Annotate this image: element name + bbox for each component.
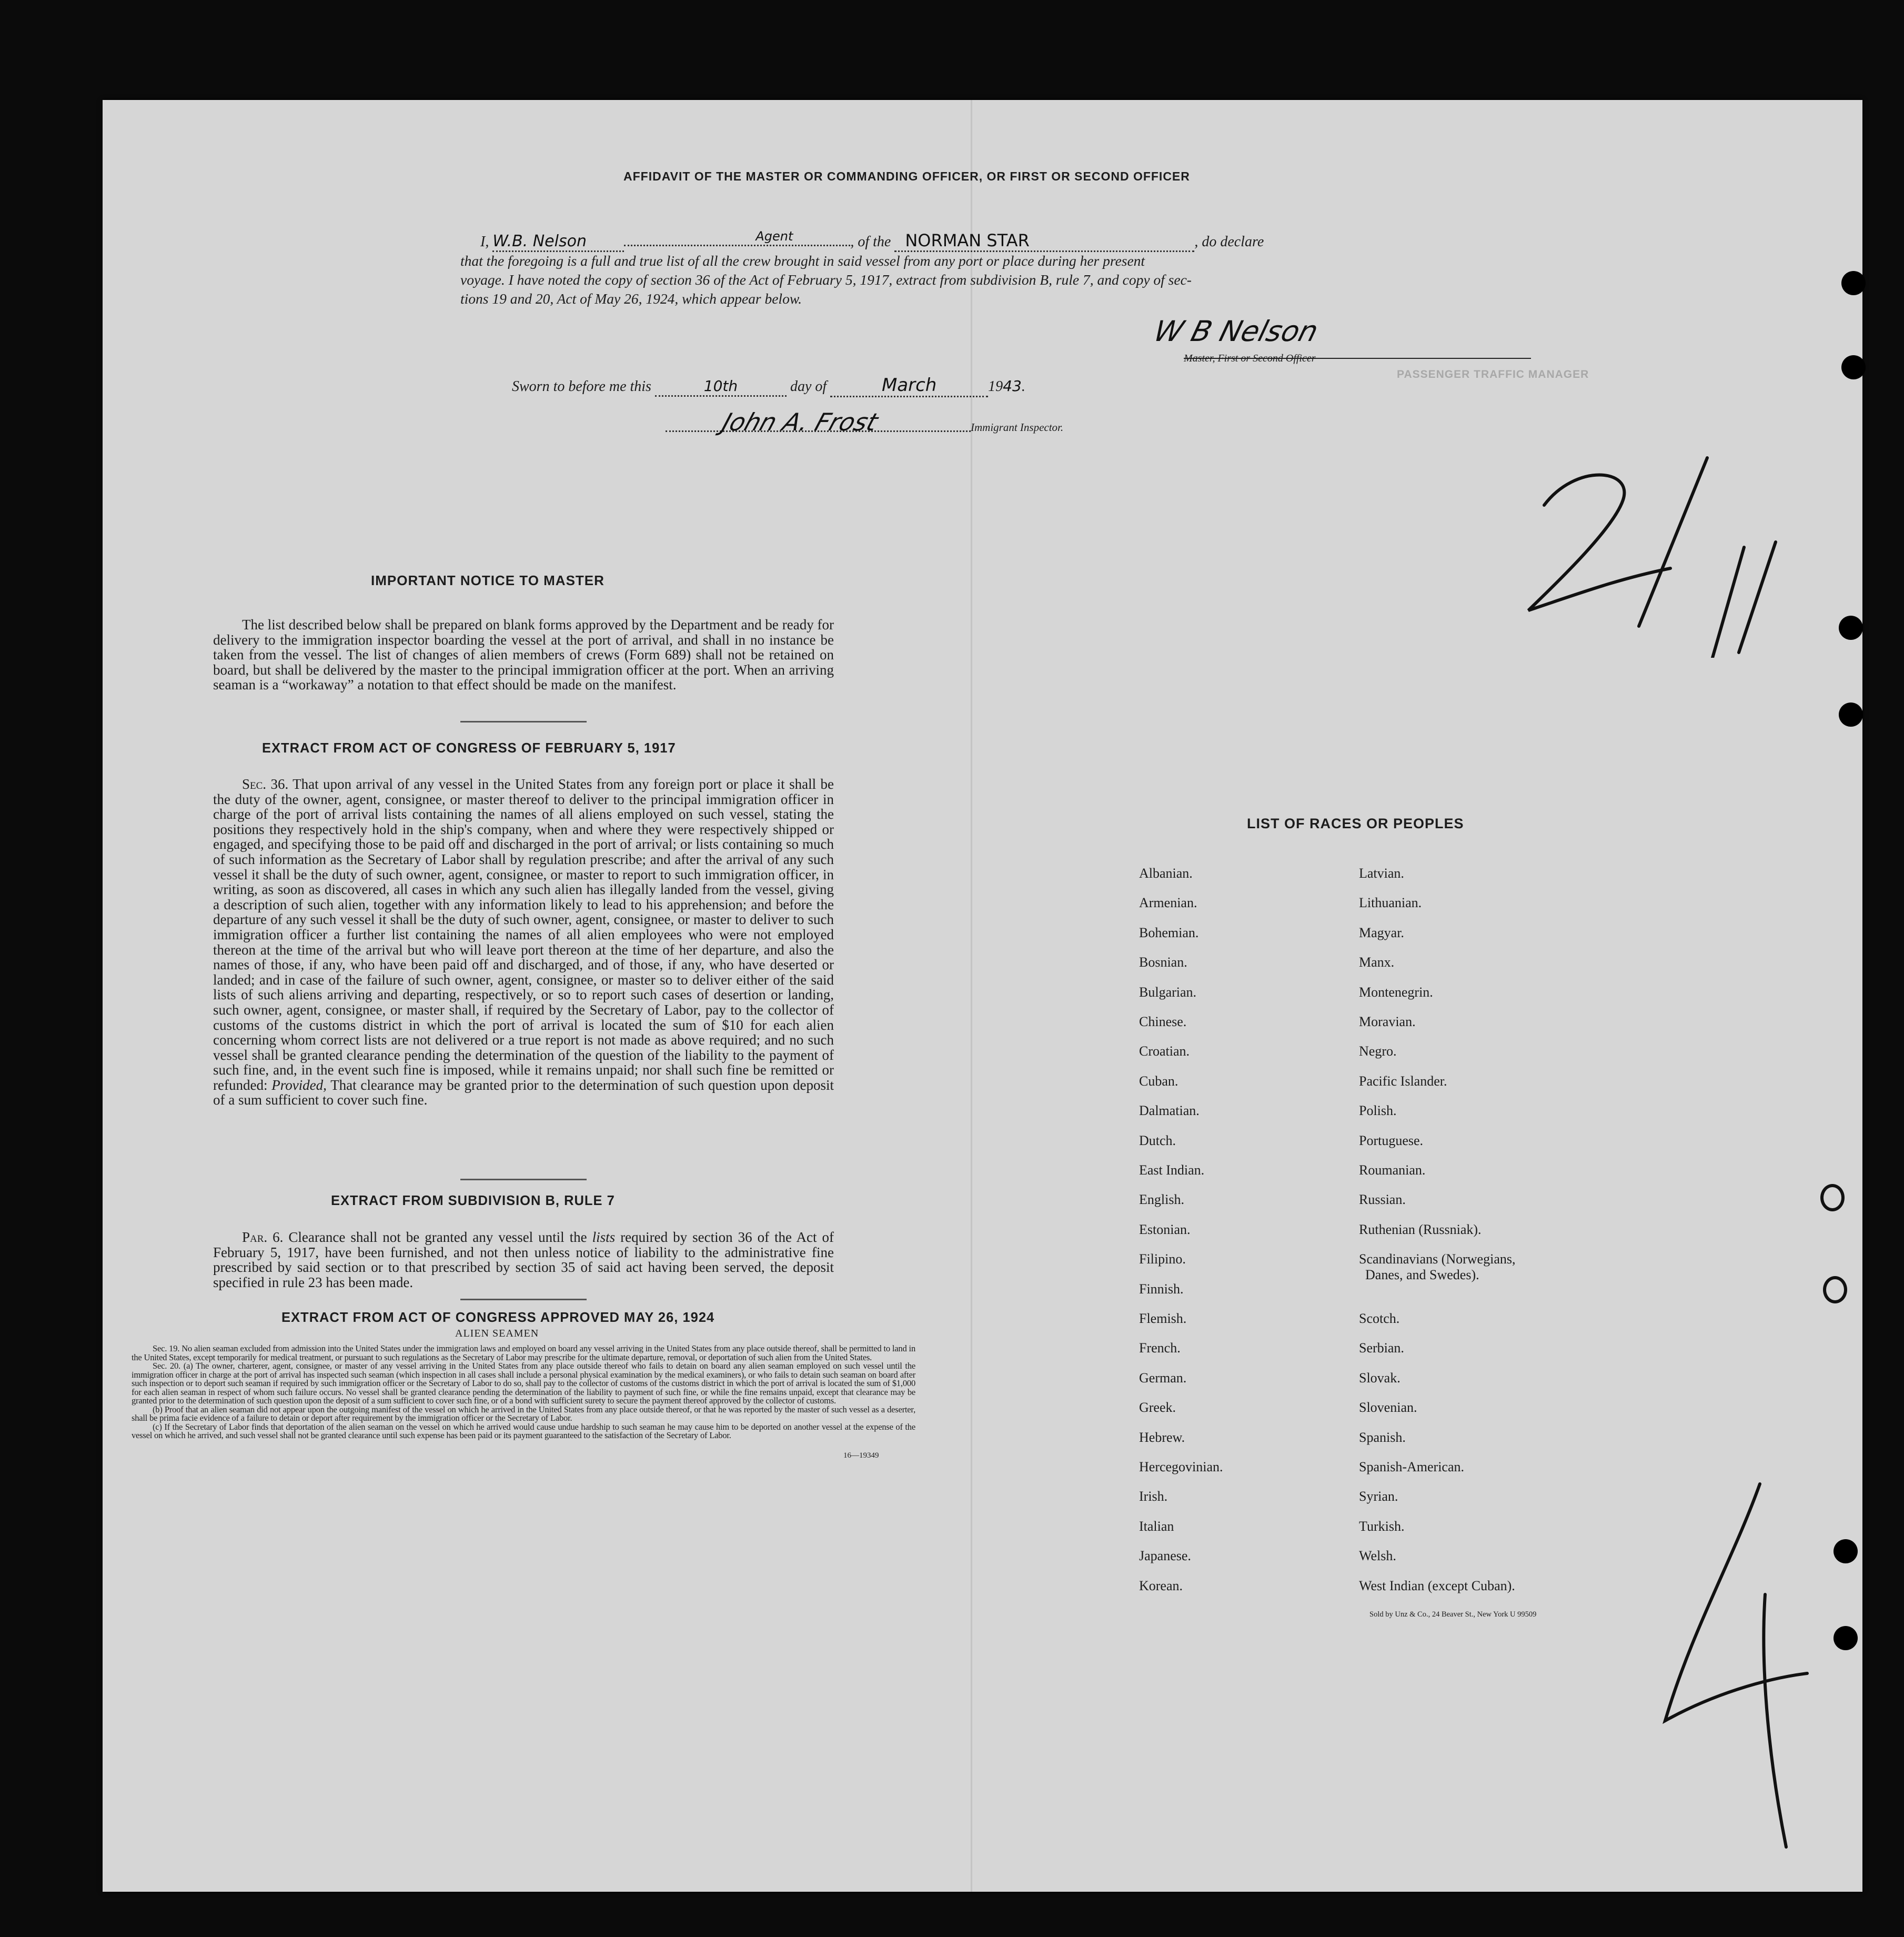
struck-officer-title: Master, First or Second Officer: [1184, 353, 1316, 364]
race-right-item: Slovenian.: [1359, 1400, 1417, 1416]
affidavit-line-1: I, W.B. Nelson Agent , of the NORMAN STAR , do declare: [480, 230, 1564, 252]
race-right-item: Turkish.: [1359, 1518, 1405, 1534]
race-right-item: Danes, and Swedes).: [1365, 1267, 1479, 1283]
race-right-item: Roumanian.: [1359, 1162, 1426, 1178]
par6-label: Par. 6.: [242, 1229, 284, 1245]
alien-seamen-subtitle: ALIEN SEAMEN: [455, 1328, 539, 1339]
extract-1917-body: [213, 777, 834, 1108]
notice-title: IMPORTANT NOTICE TO MASTER: [371, 573, 605, 588]
race-right-item: Montenegrin.: [1359, 984, 1433, 1000]
extract-1917-title: EXTRACT FROM ACT OF CONGRESS OF FEBRUARY 5, 1917: [262, 741, 676, 756]
sworn-month: March: [881, 375, 937, 396]
sec36-text: That upon arrival of any vessel in the United States from any foreign port or place it shall be the duty of the owner, agent, consignee, or master thereof to deliver to the principal immigration officer in charge of the port of arrival lists containing the names of all aliens employed on such vessel, stating the positions they respectively hold in the ship's company, when and where they were respectively shipped or engaged, and specifying those to be paid off and discharged in the port of arrival; or lists containing so much of such information as the Secretary of Labor shall by regulation prescribe; and after the arrival of any such vessel it shall be the duty of such owner, agent, consignee, or master to report to such immigration officer, in writing, as soon as discovered, all cases in which any such alien has illegally landed from the vessel, giving a description of such alien, together with any information likely to lead to his apprehension; and before the departure of any such vessel it shall be the duty of such owner, agent, consignee, or master to deliver to such immigration officer a further list containing the names of all alien employees who were not employed thereon at the time of the arrival but who will leave port thereon at the time of her departure, and also the names of those, if any, who have been paid off and discharged, and of those, if any, who have deserted or landed; and in case of the failure of such owner, agent, consignee, or master so to deliver either of the said lists of such aliens arriving and departing, respectively, or so to report such cases of desertion or landing, such owner, agent, consignee, or master shall, if required by the Secretary of Labor, pay to the collector of customs of the customs district in which the port of arrival is located the sum of $10 for each alien concerning whom correct lists are not delivered or a true report is not made as above required; and no such vessel shall be granted clearance pending the determination of the question of the liability to the payment of such fine, and, in the event such fine is imposed, while it remains unpaid; nor shall such fine be remitted or refunded:: [213, 776, 834, 1093]
race-left-item: Bosnian.: [1139, 955, 1187, 970]
race-left-item: Dalmatian.: [1139, 1103, 1200, 1119]
extract-rule7-title: EXTRACT FROM SUBDIVISION B, RULE 7: [331, 1193, 615, 1208]
race-left-item: Bulgarian.: [1139, 984, 1197, 1000]
sworn-line: Sworn to before me this 10th day of March 1943.: [512, 375, 1025, 397]
race-left-item: Armenian.: [1139, 895, 1197, 911]
race-left-item: Cuban.: [1139, 1073, 1178, 1089]
race-right-item: Welsh.: [1359, 1548, 1396, 1564]
race-left-item: Japanese.: [1139, 1548, 1191, 1564]
affidavit-line-3: voyage. I have noted the copy of section 36 of the Act of February 5, 1917, extract from subdivision B, rule 7, and copy of sec-: [460, 272, 1192, 288]
sworn-mid: day of: [790, 378, 827, 395]
par6-italic: lists: [592, 1229, 616, 1245]
race-right-item: Moravian.: [1359, 1014, 1416, 1029]
of-the-label: of the: [858, 234, 891, 250]
race-right-item: Spanish-American.: [1359, 1459, 1465, 1474]
race-left-item: Albanian.: [1139, 866, 1193, 881]
proviso-text: That clearance may be granted prior to the determination of such question upon deposit of a sum sufficient to cover such fine.: [213, 1077, 834, 1108]
races-title: LIST OF RACES OR PEOPLES: [1247, 816, 1464, 831]
race-left-item: Bohemian.: [1139, 925, 1199, 940]
race-left-item: Hebrew.: [1139, 1429, 1185, 1445]
form-number: 16—19349: [843, 1451, 879, 1460]
sworn-day: 10th: [703, 377, 738, 395]
race-left-item: Irish.: [1139, 1489, 1168, 1504]
punch-hole: [1841, 271, 1866, 295]
race-right-item: Portuguese.: [1359, 1132, 1424, 1148]
race-right-item: Slovak.: [1359, 1370, 1401, 1386]
do-declare-label: do declare: [1202, 234, 1264, 250]
punch-hole: [1839, 702, 1863, 727]
sec19-text: Sec. 19. No alien seaman excluded from admission into the United States under the immigration laws and employed on board any vessel arriving in the United States from any place outside thereof, shall be permitted to land in the United States, except temporarily for medical treatment, or pursuant to such regulations as the Secretary of Labor may prescribe for the ultimate departure, removal, or deportation of such alien from the United States.: [132, 1343, 915, 1362]
punch-hole: [1834, 1539, 1858, 1563]
race-left-item: German.: [1139, 1370, 1187, 1386]
master-name: W.B. Nelson: [492, 232, 587, 250]
sec36-label: Sec. 36.: [242, 776, 289, 792]
race-right-item: Spanish.: [1359, 1429, 1406, 1445]
race-left-item: Hercegovinian.: [1139, 1459, 1223, 1474]
affidavit-pre-name: I,: [480, 234, 489, 250]
officer-signature: W B Nelson: [1150, 315, 1322, 348]
sworn-year-prefix: 19: [988, 378, 1003, 395]
inspector-signature: John A. Frost: [719, 408, 882, 436]
sec20a-text: Sec. 20. (a) The owner, charterer, agent, consignee, or master of any vessel arriving in the United States from any place outside thereof who fails to detain on board any alien seaman employed on such vessel until the immigration officer in charge at the port of arrival has inspected such seaman (which inspection in all cases shall include a personal physical examination by the medical examiners), or who fails to detain such seaman on board after such inspection or to deport such seaman if required by such immigration officer or the Secretary of Labor to do so, shall pay to the collector of customs of the customs district in which the port of arrival is located the sum of $1,000 for each alien seaman in respect of whom such failure occurs. No vessel shall be granted clearance pending the determination of the liability to payment of such fine, or while the fine remains unpaid, except that clearance may be granted prior to the determination of such question upon the deposit of a sum sufficient to cover such fine, or of a bond with sufficient surety to secure the payment thereof approved by the collector of customs.: [132, 1361, 915, 1406]
notice-body: The list described below shall be prepared on blank forms approved by the Department and be ready for delivery to the immigration inspector boarding the vessel at the port of arrival, and shall in no instance be taken from the vessel. The list of changes of alien members of crews (Form 689) shall not be retained on board, but shall be delivered by the master to the principal immigration officer at the port. When an arriving seaman is a “workaway” a notation to that effect should be made on the manifest.: [213, 617, 834, 693]
sec20c-text: (c) If the Secretary of Labor finds that deportation of the alien seaman on the vessel on which he arrived would cause undue hardship to such seaman he may cause him to be deported on another vessel at the expense of the vessel on which he arrived, and such vessel shall not be granted clearance until such expense has been paid or its payment guaranteed to the satisfaction of the Secretary of Labor.: [132, 1421, 915, 1440]
vessel-name: NORMAN STAR: [905, 230, 1030, 250]
par6-text-a: Clearance shall not be granted any vessel until the: [288, 1229, 587, 1245]
document-page: [103, 100, 1862, 1892]
race-right-item: Lithuanian.: [1359, 895, 1422, 911]
race-right-item: Negro.: [1359, 1043, 1397, 1059]
race-left-item: Estonian.: [1139, 1221, 1191, 1237]
affidavit-title: AFFIDAVIT OF THE MASTER OR COMMANDING OFFICER, OR FIRST OR SECOND OFFICER: [623, 169, 1190, 183]
manager-stamp: PASSENGER TRAFFIC MANAGER: [1397, 368, 1589, 380]
race-left-item: Dutch.: [1139, 1132, 1176, 1148]
race-right-item: Polish.: [1359, 1103, 1397, 1119]
printer-imprint: Sold by Unz & Co., 24 Beaver St., New York U 99509: [1369, 1610, 1537, 1619]
page-reference-annotation: [1513, 437, 1797, 658]
extract-rule7-body: [213, 1230, 834, 1290]
sec20b-text: (b) Proof that an alien seaman did not appear upon the outgoing manifest of the vessel on which he arrived in the United States from any place outside thereof, or that he was reported by the master of such vessel as a deserter, shall be prima facie evidence of a failure to detain or deport after requirement by the immigration officer or the Secretary of Labor.: [132, 1404, 915, 1423]
extract-1924-title: EXTRACT FROM ACT OF CONGRESS APPROVED MAY 26, 1924: [281, 1310, 715, 1325]
race-right-item: Magyar.: [1359, 925, 1404, 940]
punch-hole: [1841, 355, 1866, 379]
sworn-pre: Sworn to before me this: [512, 378, 651, 395]
reinforced-hole: [1823, 1276, 1847, 1303]
proviso-label: Provided,: [271, 1077, 327, 1093]
race-right-item: Syrian.: [1359, 1489, 1398, 1504]
page-ref-handwriting: [1513, 437, 1797, 658]
race-left-item: Croatian.: [1139, 1043, 1190, 1059]
race-right-item: Ruthenian (Russniak).: [1359, 1221, 1482, 1237]
race-right-item: Pacific Islander.: [1359, 1073, 1447, 1089]
punch-hole: [1839, 616, 1863, 640]
extract-1924-body: [132, 1344, 915, 1440]
par6-text-b: required by section 36 of the Act of February 5, 1917, have been furnished, and not then unless notice of liability to the administrative fine prescribed by said section or to that prescribed by section 35 of said act having been served, the deposit specified in rule 23 has been made.: [213, 1229, 834, 1290]
race-right-item: Russian.: [1359, 1192, 1406, 1208]
race-right-item: Scotch.: [1359, 1311, 1400, 1326]
punch-hole: [1834, 1626, 1858, 1650]
race-left-item: Filipino.: [1139, 1251, 1186, 1267]
race-right-item: Scandinavians (Norwegians,: [1359, 1251, 1516, 1267]
race-left-item: Chinese.: [1139, 1014, 1187, 1029]
reinforced-hole: [1820, 1184, 1845, 1211]
race-left-item: Finnish.: [1139, 1281, 1184, 1297]
race-left-item: Italian: [1139, 1518, 1174, 1534]
race-left-item: Korean.: [1139, 1578, 1183, 1593]
sworn-year: 43: [1003, 377, 1022, 395]
race-right-item: Latvian.: [1359, 866, 1404, 881]
number-4-handwriting: [1655, 1473, 1812, 1852]
race-right-item: Manx.: [1359, 955, 1395, 970]
race-right-item: Serbian.: [1359, 1340, 1404, 1356]
race-left-item: Flemish.: [1139, 1311, 1187, 1326]
inspector-label: Immigrant Inspector.: [971, 421, 1064, 434]
race-left-item: Greek.: [1139, 1400, 1176, 1416]
number-annotation: [1655, 1473, 1812, 1852]
race-left-item: East Indian.: [1139, 1162, 1205, 1178]
race-right-item: West Indian (except Cuban).: [1359, 1578, 1515, 1593]
race-left-item: French.: [1139, 1340, 1181, 1356]
affidavit-line-2: that the foregoing is a full and true list of all the crew brought in said vessel from any port or place during her present: [460, 253, 1145, 269]
center-fold: [971, 100, 972, 1892]
affidavit-line-4: tions 19 and 20, Act of May 26, 1924, which appear below.: [460, 290, 802, 307]
race-left-item: English.: [1139, 1192, 1184, 1208]
officer-title: Agent: [755, 229, 793, 244]
